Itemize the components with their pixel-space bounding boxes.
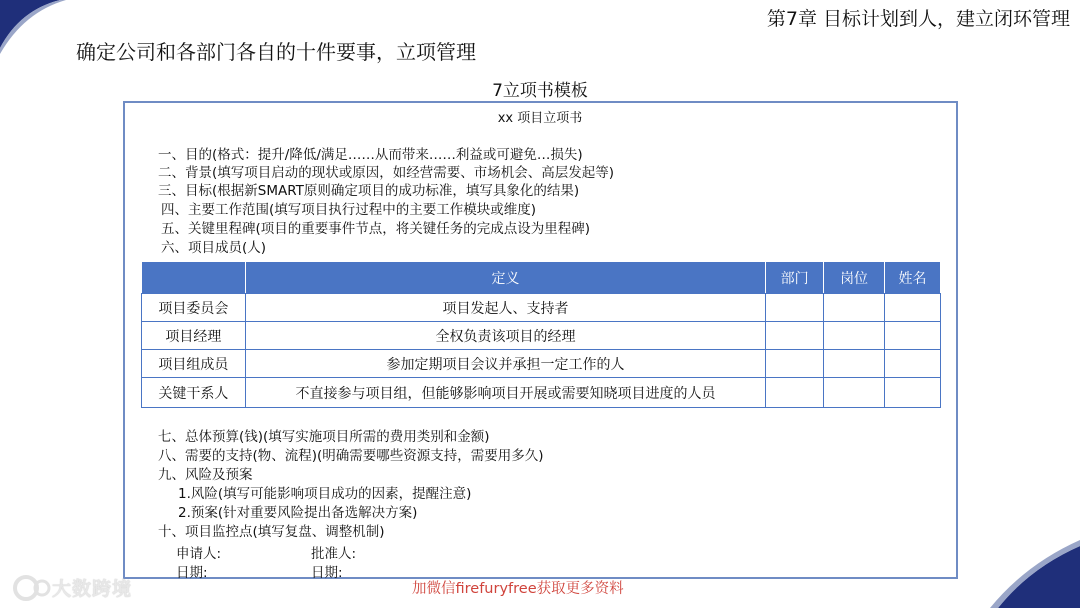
section-budget: 七、总体预算(钱)(填写实施项目所需的费用类别和金额) xyxy=(158,429,490,445)
section-background: 二、背景(填写项目启动的现状或原因，如经营需要、市场机会、高层发起等) xyxy=(158,165,615,181)
section-risks: 九、风险及预案 xyxy=(158,467,253,483)
position-cell xyxy=(824,322,885,350)
section-scope: 四、主要工作范围(填写项目执行过程中的主要工作模块或维度) xyxy=(161,202,537,218)
definition-cell: 项目发起人、支持者 xyxy=(245,294,765,322)
name-cell xyxy=(885,378,941,408)
approver-label: 批准人: xyxy=(311,546,357,562)
date-label: 日期: xyxy=(311,565,343,581)
table-row xyxy=(142,350,941,378)
header-position: 岗位 xyxy=(824,262,885,294)
department-cell xyxy=(766,294,824,322)
table-header-row xyxy=(142,262,941,294)
role-cell: 项目组成员 xyxy=(142,350,246,378)
members-table xyxy=(141,261,941,408)
table-row xyxy=(142,294,941,322)
date-label: 日期: xyxy=(176,565,208,581)
template-title: 7立项书模板 xyxy=(492,81,588,101)
department-cell xyxy=(766,350,824,378)
section-goal: 三、目标(根据新SMART原则确定项目的成功标准，填写具象化的结果) xyxy=(158,183,580,199)
page-headline: 确定公司和各部门各自的十件要事，立项管理 xyxy=(76,40,476,64)
department-cell xyxy=(766,378,824,408)
corner-decoration-bottom-right xyxy=(960,538,1080,608)
table-row xyxy=(142,322,941,350)
brand-logo-text: 大数跨境 xyxy=(52,578,133,600)
position-cell xyxy=(824,378,885,408)
role-cell: 项目委员会 xyxy=(142,294,246,322)
corner-decoration-top-left xyxy=(0,0,80,60)
contingency-item: 2.预案(针对重要风险提出备选解决方案) xyxy=(178,505,418,521)
position-cell xyxy=(824,350,885,378)
risk-item: 1.风险(填写可能影响项目成功的因素，提醒注意) xyxy=(178,486,472,502)
header-department: 部门 xyxy=(766,262,824,294)
position-cell xyxy=(824,294,885,322)
role-cell: 关键干系人 xyxy=(142,378,246,408)
header-definition: 定义 xyxy=(245,262,765,294)
definition-cell: 全权负责该项目的经理 xyxy=(245,322,765,350)
document-title: xx 项目立项书 xyxy=(497,111,583,126)
definition-cell: 不直接参与项目组，但能够影响项目开展或需要知晓项目进度的人员 xyxy=(245,378,765,408)
section-milestones: 五、关键里程碑(项目的重要事件节点，将关键任务的完成点设为里程碑) xyxy=(161,221,591,237)
department-cell xyxy=(766,322,824,350)
section-members: 六、项目成员(人) xyxy=(161,240,267,256)
definition-cell: 参加定期项目会议并承担一定工作的人 xyxy=(245,350,765,378)
header-name: 姓名 xyxy=(885,262,941,294)
wechat-watermark: 加微信firefuryfree获取更多资料 xyxy=(412,581,624,597)
section-support: 八、需要的支持(物、流程)(明确需要哪些资源支持，需要用多久) xyxy=(158,448,544,464)
name-cell xyxy=(885,350,941,378)
name-cell xyxy=(885,294,941,322)
section-monitoring: 十、项目监控点(填写复盘、调整机制) xyxy=(158,524,385,540)
header-role xyxy=(142,262,246,294)
name-cell xyxy=(885,322,941,350)
role-cell: 项目经理 xyxy=(142,322,246,350)
applicant-label: 申请人: xyxy=(176,546,222,562)
section-purpose: 一、目的(格式：提升/降低/满足……从而带来……利益或可避免…损失) xyxy=(158,147,583,163)
table-row xyxy=(142,378,941,408)
chapter-title: 第7章 目标计划到人，建立闭环管理 xyxy=(766,8,1070,30)
